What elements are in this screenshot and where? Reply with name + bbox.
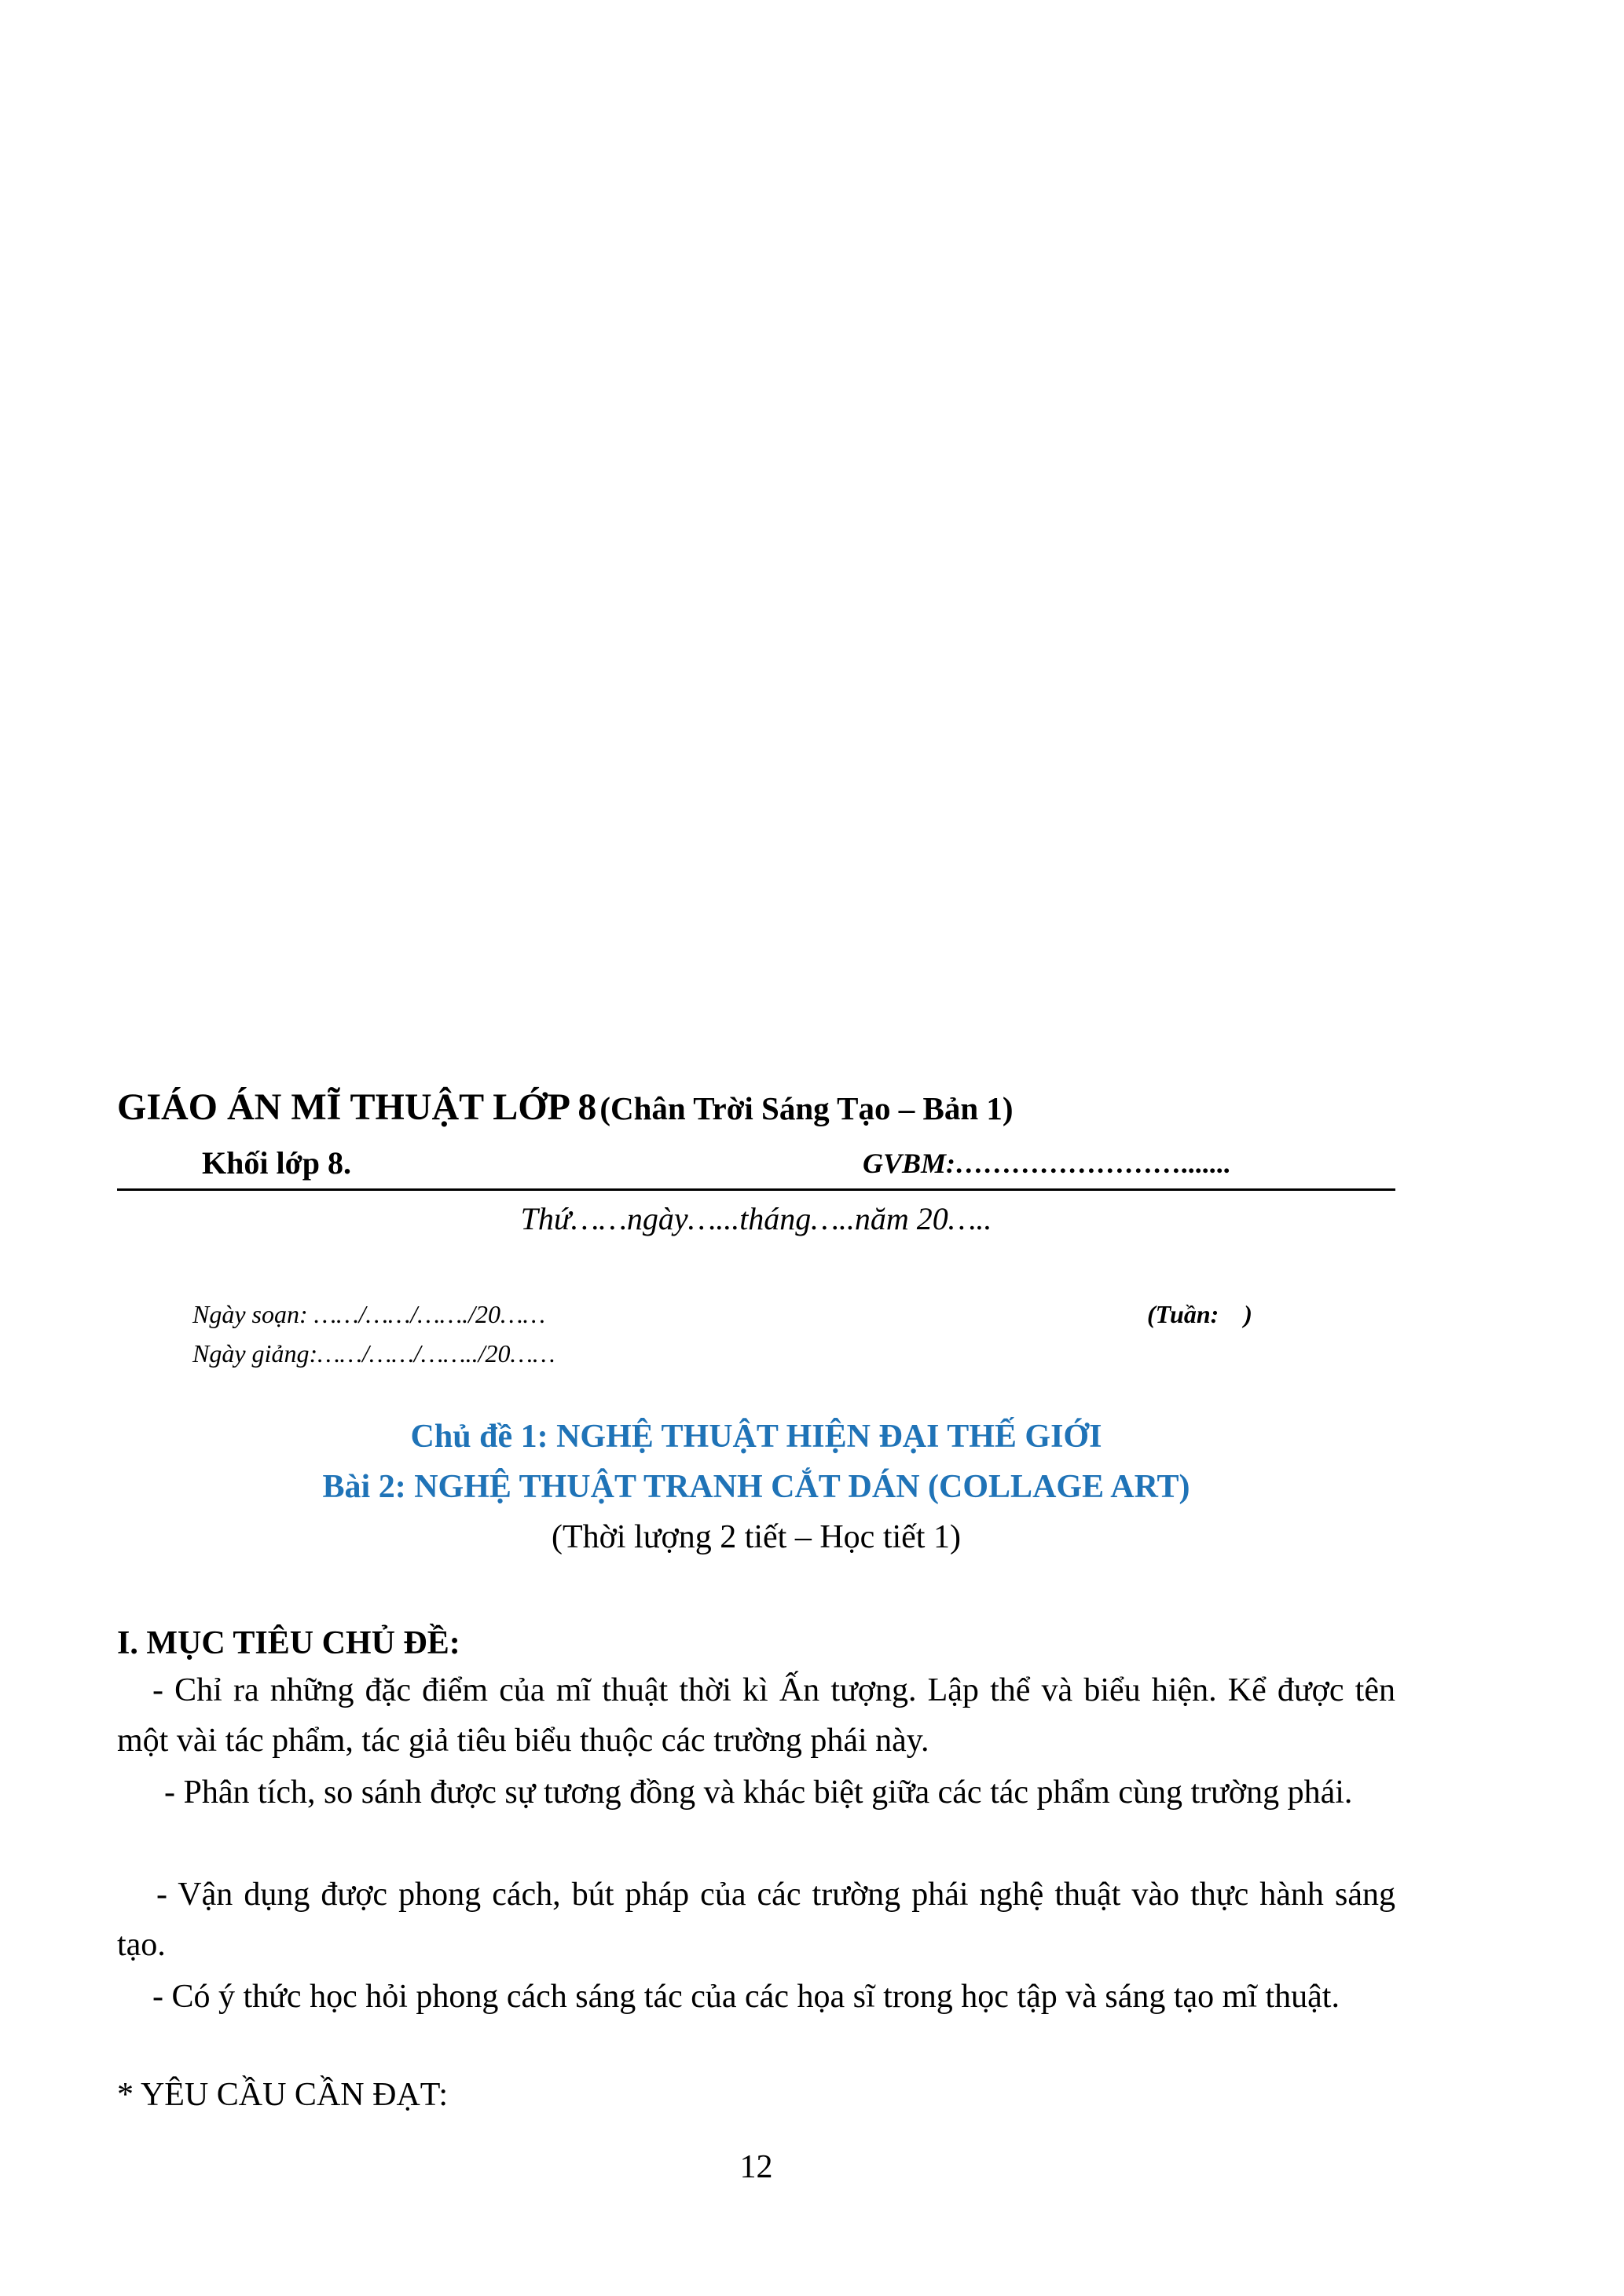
prep-date: Ngày soạn: ……/……/……./20…… <box>192 1300 545 1328</box>
teacher-field: GVBM:……………………....... <box>863 1148 1232 1179</box>
date-line: Thứ……ngày…...tháng…..năm 20….. <box>520 1201 992 1236</box>
header-divider <box>117 1188 1395 1191</box>
document-title <box>117 1086 1014 1129</box>
title-main: GIÁO ÁN MĨ THUẬT LỚP 8 <box>117 1086 597 1128</box>
lesson-duration: (Thời lượng 2 tiết – Học tiết 1) <box>552 1519 961 1555</box>
week-label: (Tuần: ) <box>1147 1300 1252 1328</box>
requirements-heading: * YÊU CẦU CẦN ĐẠT: <box>117 2077 449 2113</box>
objective-paragraph: - Vận dụng được phong cách, bút pháp của các trường phái nghệ thuật vào thực hành sáng tạo. <box>117 1877 1395 1963</box>
page-number: 12 <box>739 2149 773 2185</box>
section-heading: I. MỤC TIÊU CHỦ ĐỀ: <box>117 1625 460 1661</box>
topic-heading: Chủ đề 1: NGHỆ THUẬT HIỆN ĐẠI THẾ GIỚI <box>410 1419 1102 1455</box>
title-subtitle: (Chân Trời Sáng Tạo – Bản 1) <box>599 1090 1014 1126</box>
objective-paragraph: - Chỉ ra những đặc điểm của mĩ thuật thời kì Ấn tượng. Lập thể và biểu hiện. Kể được tên một vài tác phẩm, tác giả tiêu biểu thuộc các trường phái này. <box>117 1672 1395 1759</box>
objective-paragraph: - Có ý thức học hỏi phong cách sáng tác của các họa sĩ trong học tập và sáng tạo mĩ thuật. <box>152 1979 1340 2015</box>
objective-paragraph: - Phân tích, so sánh được sự tương đồng và khác biệt giữa các tác phẩm cùng trường phái. <box>164 1774 1353 1811</box>
grade-label: Khối lớp 8. <box>202 1145 351 1181</box>
teach-date: Ngày giảng:……/……/……../20…… <box>192 1339 555 1368</box>
lesson-heading: Bài 2: NGHỆ THUẬT TRANH CẮT DÁN (COLLAGE ART) <box>322 1469 1190 1505</box>
